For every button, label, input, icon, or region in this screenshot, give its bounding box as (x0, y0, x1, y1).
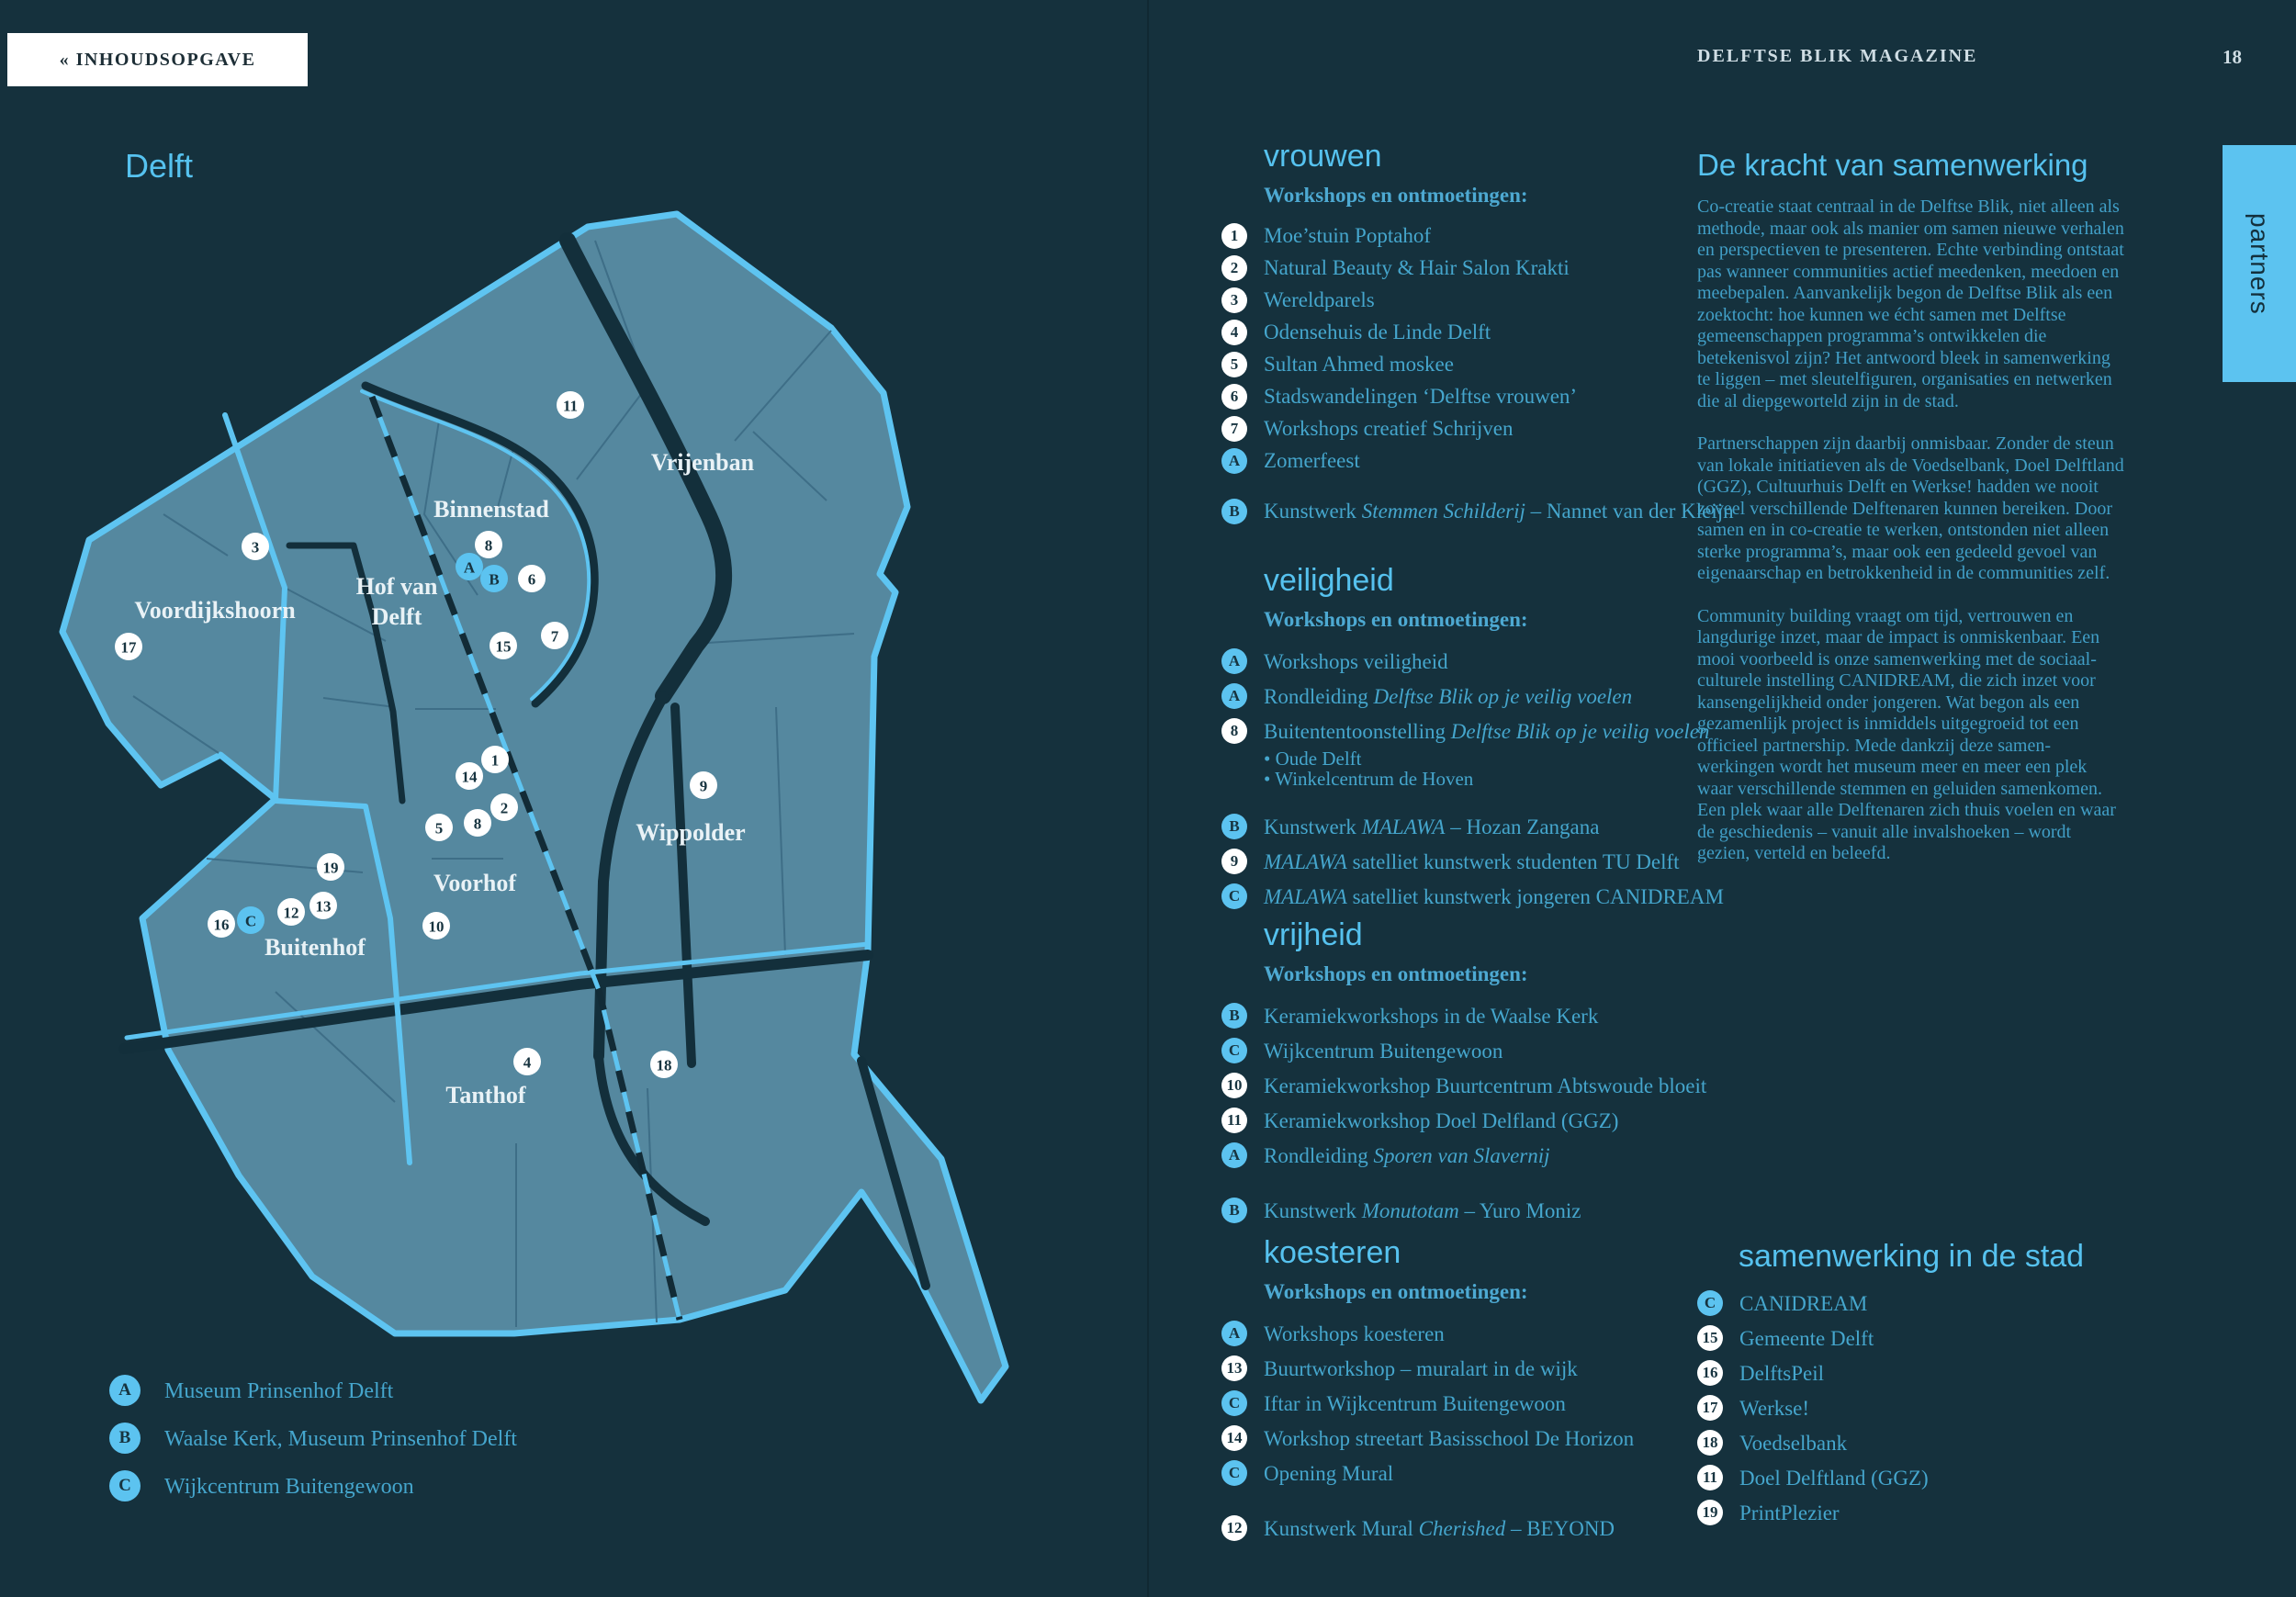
list-item-main (1221, 380, 1577, 412)
list-item-main (1221, 1386, 1566, 1421)
map-marker-1 (481, 746, 509, 773)
partner-item (1694, 1460, 2172, 1495)
svg-text:8: 8 (473, 815, 482, 833)
partner-item-main (1697, 1355, 1824, 1390)
map-label-Tanthof: Tanthof (445, 1082, 526, 1108)
article-body (1697, 197, 2124, 865)
svg-text:15: 15 (495, 637, 512, 656)
list-item-main (1221, 284, 1375, 316)
list-item-main (1221, 809, 1599, 844)
list-badge-C: C (1221, 1038, 1247, 1063)
partner-item-label: DelftsPeil (1739, 1361, 1824, 1385)
svg-text:19: 19 (322, 859, 339, 877)
list-item (1221, 679, 1740, 714)
article-paragraph: Community building vraagt om tijd, vertrouwen en langdurige inzet, maar de impact is onmiskenbaar. Een mooi voorbeeld is onze samenwerking met de sociaal-culturele instelling CANIDREAM, die zich inzet voor kansengelijkheid onder jongeren. Wat begon als een gezamenlijk project is inmiddels uitgegroeid tot een officieel partnership. Mede dankzij deze samen-werkingen wordt het museum meer en meer een plek waar verschillende stemmen en geluiden samenkomen. Een plek waar alle Delftenaren zich thuis voelen en waar de geschiedenis – vanuit alle invalshoeken – wordt gezien, verteld en beleefd. (1697, 605, 2116, 863)
map-marker-A (456, 553, 483, 580)
list-badge-3: 3 (1221, 287, 1247, 313)
section-vrijheid (1221, 917, 1740, 1228)
list-item-main (1221, 844, 1680, 879)
map-marker-11 (557, 391, 584, 419)
map-marker-B (480, 565, 508, 592)
legend-item (109, 1366, 517, 1414)
legend-item (109, 1462, 517, 1510)
svg-text:4: 4 (523, 1053, 532, 1072)
list-item-main (1221, 1033, 1503, 1068)
back-to-contents-label: « INHOUDSOPGAVE (59, 49, 256, 70)
map-city-outline (62, 214, 1006, 1400)
list-item (1221, 809, 1740, 844)
section-title-vrijheid: vrijheid (1264, 917, 1363, 952)
svg-text:2: 2 (500, 799, 509, 817)
map-marker-13 (310, 892, 337, 919)
list-item-label: Workshops koesteren (1264, 1321, 1445, 1345)
list-item-label: Zomerfeest (1264, 449, 1360, 472)
list-item-main (1221, 444, 1360, 477)
list-item-label: Kunstwerk MALAWA – Hozan Zangana (1264, 815, 1600, 838)
list-item (1221, 252, 1740, 284)
list-badge-B: B (1221, 499, 1247, 524)
list-item-label: Workshops veiligheid (1264, 649, 1448, 673)
section-subtitle: Workshops en ontmoetingen: (1264, 962, 1528, 985)
map-marker-18 (650, 1051, 678, 1078)
partner-item (1694, 1495, 2172, 1530)
list-item-label: Kunstwerk Mural Cherished – BEYOND (1264, 1516, 1615, 1540)
legend-item-label: Wijkcentrum Buitengewoon (164, 1474, 414, 1499)
map-marker-5 (425, 814, 453, 841)
list-badge-A: A (109, 1375, 141, 1406)
map-legend (109, 1366, 517, 1510)
map-title: Delft (125, 147, 194, 185)
list-item-main (1221, 1068, 1706, 1103)
map-marker-8 (464, 809, 491, 837)
list-item-main (1221, 1103, 1618, 1138)
list-item-label: Odensehuis de Linde Delft (1264, 321, 1491, 343)
partner-item-main (1697, 1425, 1847, 1460)
svg-text:8: 8 (484, 536, 493, 555)
article-title: De kracht van samenwerking (1697, 148, 2088, 182)
section-title-vrouwen: vrouwen (1264, 139, 1382, 174)
partner-item-main (1697, 1495, 1840, 1530)
list-item (1221, 1456, 1740, 1490)
list-item-main (1221, 1456, 1393, 1490)
list-badge-C: C (109, 1470, 141, 1501)
list-item-label: Stadswandelingen ‘Delftse vrouwen’ (1264, 385, 1578, 408)
list-badge-C: C (1221, 1390, 1247, 1416)
map-marker-19 (317, 853, 344, 881)
svg-text:5: 5 (434, 819, 444, 838)
map-label-Voordijkshoorn: Voordijkshoorn (134, 597, 296, 624)
list-badge-4: 4 (1221, 320, 1247, 345)
list-item (1221, 714, 1740, 789)
svg-text:B: B (489, 570, 500, 589)
list-item-with-sub (1221, 714, 1709, 789)
section-samenwerking-in-de-stad (1694, 1238, 2172, 1530)
list-item (1221, 1351, 1740, 1386)
svg-text:11: 11 (562, 397, 579, 415)
list-badge-12: 12 (1221, 1515, 1247, 1541)
legend-item (109, 1414, 517, 1462)
list-item (1221, 284, 1740, 316)
list-item-label: Kunstwerk Monutotam – Yuro Moniz (1264, 1198, 1581, 1222)
list-item (1221, 380, 1740, 412)
list-item-label: Workshop streetart Basisschool De Horizon (1264, 1426, 1635, 1450)
list-item-main (1221, 495, 1734, 527)
list-item-label: Keramiekworkshops in de Waalse Kerk (1264, 1004, 1599, 1028)
section-subtitle: Workshops en ontmoetingen: (1264, 1280, 1528, 1303)
list-item (1221, 1316, 1740, 1351)
partner-item (1694, 1390, 2172, 1425)
legend-item-label: Museum Prinsenhof Delft (164, 1378, 394, 1403)
partner-item-label: Doel Delftland (GGZ) (1739, 1466, 1929, 1490)
list-badge-C: C (1697, 1290, 1723, 1316)
map-label-Hof van Delft: Hof van (355, 573, 438, 600)
svg-text:16: 16 (213, 916, 230, 934)
map-marker-4 (513, 1048, 541, 1075)
list-badge-14: 14 (1221, 1425, 1247, 1451)
list-badge-6: 6 (1221, 384, 1247, 410)
list-item (1221, 1193, 1740, 1228)
article-paragraph: Partnerschappen zijn daarbij onmisbaar. Zonder de steun van lokale initiatieven als de Voedselbank, Doel Delftland (GGZ), Cultuurhuis Delft en Werkse! hadden we nooit zoveel verschillende Delftenaren kunnen bereiken. Door samen en in co-creatie te werken, ontstonden niet alleen sterke programma’s, maar ook een gedeeld gevoel van eigenaarschap en betrokkenheid in de communities zelf. (1697, 433, 2124, 583)
partner-item (1694, 1321, 2172, 1355)
magazine-title: DELFTSE BLIK MAGAZINE (1697, 46, 1978, 66)
tab-partners[interactable] (2223, 145, 2296, 382)
legend-item-label: Waalse Kerk, Museum Prinsenhof Delft (164, 1426, 517, 1451)
section-subtitle: Workshops en ontmoetingen: (1264, 608, 1528, 631)
partner-item-label: CANIDREAM (1739, 1291, 1868, 1315)
list-badge-8: 8 (1221, 718, 1247, 744)
list-item-label: Moe’stuin Poptahof (1264, 224, 1432, 247)
map-label-Buitenhof: Buitenhof (264, 934, 366, 961)
svg-text:1: 1 (490, 751, 500, 770)
list-badge-A: A (1221, 1142, 1247, 1168)
list-item-label: Rondleiding Delftse Blik op je veilig voelen (1264, 684, 1633, 708)
map-marker-10 (422, 912, 450, 939)
list-item-main (1221, 316, 1491, 348)
list-badge-17: 17 (1697, 1395, 1723, 1421)
svg-text:13: 13 (315, 897, 332, 916)
map-marker-7 (541, 622, 568, 649)
map-marker-8 (475, 531, 502, 558)
list-item-label: Buurtworkshop – muralart in de wijk (1264, 1356, 1578, 1380)
list-badge-1: 1 (1221, 223, 1247, 249)
list-item-main (1221, 1511, 1615, 1546)
list-item-main (1221, 679, 1632, 714)
list-item (1221, 1138, 1740, 1173)
svg-text:12: 12 (283, 904, 299, 922)
list-badge-11: 11 (1697, 1465, 1723, 1490)
svg-text:7: 7 (550, 627, 559, 646)
partner-item-main (1697, 1286, 1867, 1321)
list-item-sub-bullet: • Winkelcentrum de Hoven (1264, 768, 1474, 790)
list-item (1221, 1068, 1740, 1103)
list-badge-2: 2 (1221, 255, 1247, 281)
list-item-label: MALAWA satelliet kunstwerk studenten TU Delft (1264, 849, 1680, 873)
list-item-sub-bullet: • Oude Delft (1264, 748, 1362, 770)
list-item-label: Keramiekworkshop Doel Delfland (GGZ) (1264, 1108, 1619, 1132)
list-item-label: Rondleiding Sporen van Slavernij (1264, 1143, 1550, 1167)
article-paragraph: Co-creatie staat centraal in de Delftse Blik, niet alleen als methode, maar ook als manier om samen nieuwe verhalen en perspectieven te presenteren. Echte verbinding ontstaat pas wanneer communities actief meedenken, meedoen en meebepalen. Aanvankelijk begon de Delftse Blik als een zoektocht: hoe kunnen we écht samen met Delftse gemeenschappen programma’s ontwikkelen die betekenisvol zijn? Het antwoord bleek in samenwerking te liggen – met sleutelfiguren, organisaties en netwerken die al diepgeworteld zijn in de stad. (1697, 197, 2124, 411)
partner-item-main (1697, 1321, 1874, 1355)
list-badge-16: 16 (1697, 1360, 1723, 1386)
list-item-label: Sultan Ahmed moskee (1264, 353, 1454, 376)
list-item (1221, 495, 1740, 527)
list-item-main (1221, 1193, 1581, 1228)
list-badge-13: 13 (1221, 1355, 1247, 1381)
svg-text:10: 10 (428, 917, 445, 936)
list-item-main (1221, 714, 1709, 748)
svg-text:A: A (463, 558, 476, 577)
map-label-Hof van Delft: Delft (371, 603, 422, 630)
svg-text:14: 14 (461, 768, 478, 786)
list-item (1221, 1033, 1740, 1068)
section-vrouwen (1221, 138, 1740, 527)
list-badge-C: C (1221, 883, 1247, 909)
list-item (1221, 998, 1740, 1033)
map-label-Vrijenban: Vrijenban (650, 449, 755, 476)
list-badge-A: A (1221, 648, 1247, 674)
list-badge-C: C (1221, 1460, 1247, 1486)
map-marker-9 (690, 771, 717, 799)
list-item-label: Wereldparels (1264, 288, 1375, 311)
partner-item (1694, 1286, 2172, 1321)
list-badge-7: 7 (1221, 416, 1247, 442)
list-item-main (1221, 252, 1570, 284)
list-item (1221, 316, 1740, 348)
page-number: 18 (2223, 46, 2242, 68)
svg-text:18: 18 (656, 1056, 672, 1074)
list-item-main (1221, 879, 1724, 914)
partner-item-main (1697, 1390, 1809, 1425)
partner-item (1694, 1355, 2172, 1390)
list-badge-A: A (1221, 683, 1247, 709)
map-marker-14 (456, 762, 483, 790)
list-item-label: Wijkcentrum Buitengewoon (1264, 1039, 1503, 1063)
section-koesteren (1221, 1234, 1740, 1546)
list-badge-A: A (1221, 448, 1247, 474)
svg-text:6: 6 (527, 570, 536, 589)
list-item (1221, 1421, 1740, 1456)
list-badge-18: 18 (1697, 1430, 1723, 1456)
section-title-samenwerking-in-de-stad: samenwerking in de stad (1739, 1239, 2085, 1274)
svg-text:C: C (244, 912, 257, 930)
list-badge-15: 15 (1697, 1325, 1723, 1351)
svg-text:9: 9 (699, 777, 708, 795)
partner-item-label: Werkse! (1739, 1396, 1810, 1420)
article-samenwerking (1697, 147, 2124, 886)
section-veiligheid (1221, 562, 1740, 914)
map-marker-12 (277, 898, 305, 926)
list-badge-B: B (1221, 1003, 1247, 1029)
partner-item (1694, 1425, 2172, 1460)
list-item-main (1221, 998, 1598, 1033)
list-item-main (1221, 1138, 1550, 1173)
list-item-label: Workshops creatief Schrijven (1264, 417, 1514, 440)
map-marker-C (237, 906, 264, 934)
list-item (1221, 1386, 1740, 1421)
list-item-main (1221, 644, 1448, 679)
list-item (1221, 444, 1740, 477)
list-item-label: Iftar in Wijkcentrum Buitengewoon (1264, 1391, 1566, 1415)
partner-item-label: PrintPlezier (1739, 1501, 1840, 1524)
map-marker-15 (490, 632, 517, 659)
list-item-label: Keramiekworkshop Buurtcentrum Abtswoude bloeit (1264, 1074, 1707, 1097)
list-item-label: Opening Mural (1264, 1461, 1394, 1485)
section-title-koesteren: koesteren (1264, 1235, 1401, 1270)
list-item (1221, 644, 1740, 679)
svg-text:3: 3 (251, 538, 260, 557)
list-badge-19: 19 (1697, 1500, 1723, 1525)
list-item-label: Kunstwerk Stemmen Schilderij – Nannet van der Kleijn (1264, 500, 1734, 523)
list-item (1221, 219, 1740, 252)
partner-item-main (1697, 1460, 1929, 1495)
list-item (1221, 412, 1740, 444)
list-item-label: Natural Beauty & Hair Salon Krakti (1264, 256, 1570, 279)
list-item-main (1221, 348, 1454, 380)
map-marker-3 (242, 533, 269, 560)
tab-partners-label: partners (2245, 212, 2274, 315)
map-marker-16 (208, 910, 235, 938)
partner-item-label: Gemeente Delft (1739, 1326, 1874, 1350)
map-label-Voorhof: Voorhof (433, 870, 517, 896)
list-badge-9: 9 (1221, 849, 1247, 874)
list-item-main (1221, 412, 1514, 444)
map-label-Wippolder: Wippolder (636, 819, 746, 846)
list-badge-B: B (1221, 814, 1247, 839)
list-badge-10: 10 (1221, 1073, 1247, 1098)
list-item-main (1221, 219, 1431, 252)
list-item-label: MALAWA satelliet kunstwerk jongeren CANIDREAM (1264, 884, 1724, 908)
partner-item-label: Voedselbank (1739, 1431, 1848, 1455)
list-item-main (1221, 1316, 1445, 1351)
map-marker-17 (115, 633, 142, 660)
list-item (1221, 348, 1740, 380)
list-item-label: Buitententoonstelling Delftse Blik op je veilig voelen (1264, 719, 1710, 743)
map-marker-6 (518, 565, 546, 592)
section-subtitle: Workshops en ontmoetingen: (1264, 184, 1528, 207)
map-marker-2 (490, 793, 518, 821)
map-label-Binnenstad: Binnenstad (433, 496, 549, 523)
list-badge-11: 11 (1221, 1108, 1247, 1133)
list-badge-B: B (1221, 1198, 1247, 1223)
list-badge-5: 5 (1221, 352, 1247, 377)
list-badge-A: A (1221, 1321, 1247, 1346)
svg-text:17: 17 (120, 638, 137, 657)
list-item (1221, 1103, 1740, 1138)
list-item-main (1221, 1421, 1634, 1456)
list-badge-B: B (109, 1423, 141, 1454)
list-item (1221, 879, 1740, 914)
list-item (1221, 1511, 1740, 1546)
list-item-main (1221, 1351, 1578, 1386)
list-item (1221, 844, 1740, 879)
section-title-veiligheid: veiligheid (1264, 563, 1394, 598)
